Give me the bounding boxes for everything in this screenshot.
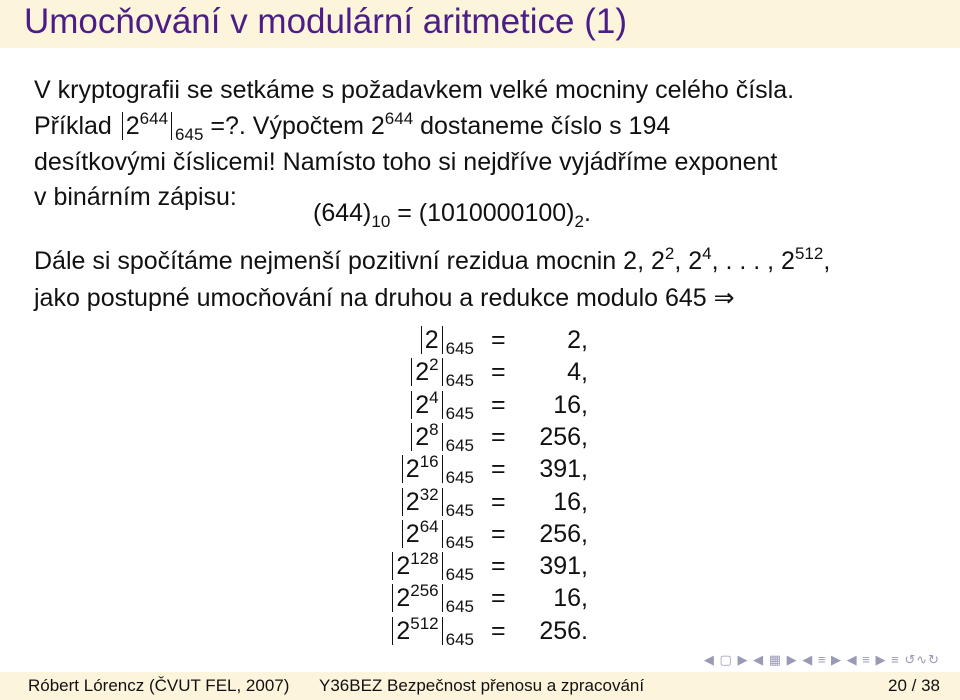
row-expression: [408, 419, 474, 455]
row-modulus: 645: [445, 339, 474, 358]
row-value: 2,: [567, 326, 588, 354]
row-exponent: 4: [429, 387, 439, 407]
row-value: 256,: [539, 519, 588, 548]
example-exponent: 644: [139, 109, 169, 128]
row-expression: [399, 484, 474, 520]
example-modulus: 645: [175, 125, 204, 144]
mod-bar-left: [122, 112, 123, 140]
table-row: [0, 549, 960, 585]
row-value: 16,: [553, 584, 588, 613]
table-row: [0, 419, 960, 455]
mod-bar-right: [442, 617, 443, 645]
eq-mid: = (1010000100): [390, 199, 575, 227]
nav-left-arrow-icon[interactable]: ◀: [703, 652, 715, 667]
row-equals: =: [491, 584, 506, 613]
mod-bar-right: [442, 391, 443, 419]
nav-menu-icon[interactable]: ≡: [891, 652, 900, 667]
p2-sup1: 2: [664, 244, 675, 263]
row-base: 2: [396, 584, 411, 613]
mod-bar-left: [392, 617, 393, 645]
binary-equation: [313, 199, 591, 231]
row-value: 391,: [539, 552, 588, 581]
mod-bar-right: [171, 112, 172, 140]
paragraph2-line1: [34, 244, 831, 276]
paragraph2-line2: jako postupné umocňování na druhou a redukce modulo 645 ⇒: [34, 284, 735, 312]
row-equals: =: [491, 422, 506, 451]
mod-bar-right: [442, 488, 443, 516]
row-equals: =: [491, 519, 506, 548]
row-base: 2: [405, 487, 420, 516]
mod-bar-right: [442, 326, 443, 354]
title-bar: [0, 0, 960, 48]
row-modulus: 645: [445, 500, 474, 520]
row-modulus: 645: [445, 435, 474, 455]
mod-bar-left: [411, 358, 412, 386]
nav-section-icon[interactable]: ◀ ▦ ▶: [753, 652, 798, 667]
p2-text-b: , 2: [674, 247, 703, 275]
mod-bar-right: [442, 358, 443, 386]
mod-bar-right: [442, 584, 443, 612]
row-base: 2: [405, 455, 420, 484]
nav-search-icon[interactable]: ↺∿↻: [904, 652, 940, 667]
row-value: 256.: [539, 616, 588, 645]
table-row: [0, 326, 960, 358]
mod-bar-left: [402, 455, 403, 483]
row-value: 256,: [539, 422, 588, 451]
row-equals: =: [491, 326, 506, 354]
eq-left: (644): [313, 199, 372, 227]
mod-bar-left: [402, 520, 403, 548]
row-value: 16,: [553, 487, 588, 516]
row-modulus: 645: [445, 629, 474, 649]
example-base: 2: [125, 112, 140, 140]
example-tail: dostaneme číslo s 194: [413, 112, 671, 140]
row-modulus: 645: [445, 403, 474, 423]
mod-bar-left: [392, 552, 393, 580]
row-equals: =: [491, 552, 506, 581]
row-exponent: 8: [429, 419, 439, 439]
row-modulus: 645: [445, 597, 474, 617]
row-value: 4,: [567, 358, 588, 387]
example-exponent-2: 644: [384, 109, 414, 128]
row-exponent: 256: [410, 581, 439, 601]
mod-bar-left: [411, 391, 412, 419]
table-row: [0, 355, 960, 391]
navigation-bar[interactable]: [704, 652, 940, 668]
example-rest: =?. Výpočtem 2: [210, 112, 385, 140]
row-base: 2: [396, 616, 411, 645]
paragraph1-line1: V kryptografii se setkáme s požadavkem velké mocniny celého čísla.: [34, 76, 795, 104]
row-exponent: 64: [419, 516, 439, 536]
row-expression: [399, 516, 474, 552]
row-expression: [389, 581, 474, 617]
row-equals: =: [491, 455, 506, 484]
eq-left-base: 10: [371, 212, 391, 231]
nav-align-icon[interactable]: ◀ ≡ ▶: [846, 652, 887, 667]
footer: [0, 672, 960, 700]
row-base: 2: [396, 552, 411, 581]
mod-bar-right: [442, 455, 443, 483]
row-modulus: 645: [445, 565, 474, 585]
p2-text-c: , . . . , 2: [711, 247, 795, 275]
mod-bar-left: [392, 584, 393, 612]
row-expression: [389, 549, 474, 585]
table-row: [0, 484, 960, 520]
row-expression: [408, 355, 474, 391]
table-row: [0, 516, 960, 552]
footer-course: Y36BEZ Bezpečnost přenosu a zpracování: [319, 676, 645, 695]
mod-bar-right: [442, 552, 443, 580]
mod-bar-right: [442, 423, 443, 451]
row-value: 16,: [553, 390, 588, 419]
paragraph1-line3: desítkovými číslicemi! Namísto toho si nejdříve vyjádříme exponent: [34, 148, 778, 176]
mod-bar-left: [421, 326, 422, 354]
row-base: 2: [415, 390, 430, 419]
row-expression: [418, 326, 474, 358]
footer-author: Róbert Lórencz (ČVUT FEL, 2007): [28, 676, 290, 695]
row-exponent: 16: [419, 452, 439, 472]
p2-text-d: ,: [823, 247, 831, 275]
row-modulus: 645: [445, 532, 474, 552]
paragraph1-line4: v binárním zápisu:: [34, 183, 237, 211]
row-modulus: 645: [445, 371, 474, 391]
row-value: 391,: [539, 455, 588, 484]
row-exponent: 32: [419, 484, 439, 504]
slide-title: Umocňování v modulární aritmetice (1): [24, 2, 627, 41]
nav-subsection-icon[interactable]: ◀ ≡ ▶: [802, 652, 843, 667]
row-equals: =: [491, 358, 506, 387]
footer-page: 20 / 38: [888, 676, 940, 695]
row-expression: [399, 452, 474, 488]
example-label: Příklad: [34, 112, 112, 140]
row-exponent: 2: [429, 355, 439, 375]
row-base: 2: [424, 326, 439, 354]
eq-end: .: [583, 199, 591, 227]
row-modulus: 645: [445, 468, 474, 488]
row-expression: [389, 613, 474, 649]
row-base: 2: [405, 519, 420, 548]
nav-frame-icon[interactable]: ▢: [719, 652, 733, 667]
eq-right-base: 2: [574, 212, 584, 231]
row-expression: [408, 387, 474, 423]
p2-sup3: 512: [794, 244, 824, 263]
row-equals: =: [491, 487, 506, 516]
p2-text-a: Dále si spočítáme nejmenší pozitivní rezidua mocnin 2, 2: [34, 247, 665, 275]
mod-bar-left: [411, 423, 412, 451]
table-row: [0, 387, 960, 423]
mod-bar-left: [402, 488, 403, 516]
table-row: [0, 452, 960, 488]
paragraph1-line2: [34, 109, 671, 144]
p2-sup2: 4: [702, 244, 712, 263]
row-equals: =: [491, 390, 506, 419]
mod-bar-right: [442, 520, 443, 548]
row-base: 2: [415, 422, 430, 451]
row-equals: =: [491, 616, 506, 645]
row-exponent: 512: [410, 613, 439, 633]
table-row: [0, 581, 960, 617]
table-row: [0, 613, 960, 649]
row-base: 2: [415, 358, 430, 387]
nav-right-arrow-icon[interactable]: ▶: [737, 652, 749, 667]
row-exponent: 128: [410, 549, 439, 569]
